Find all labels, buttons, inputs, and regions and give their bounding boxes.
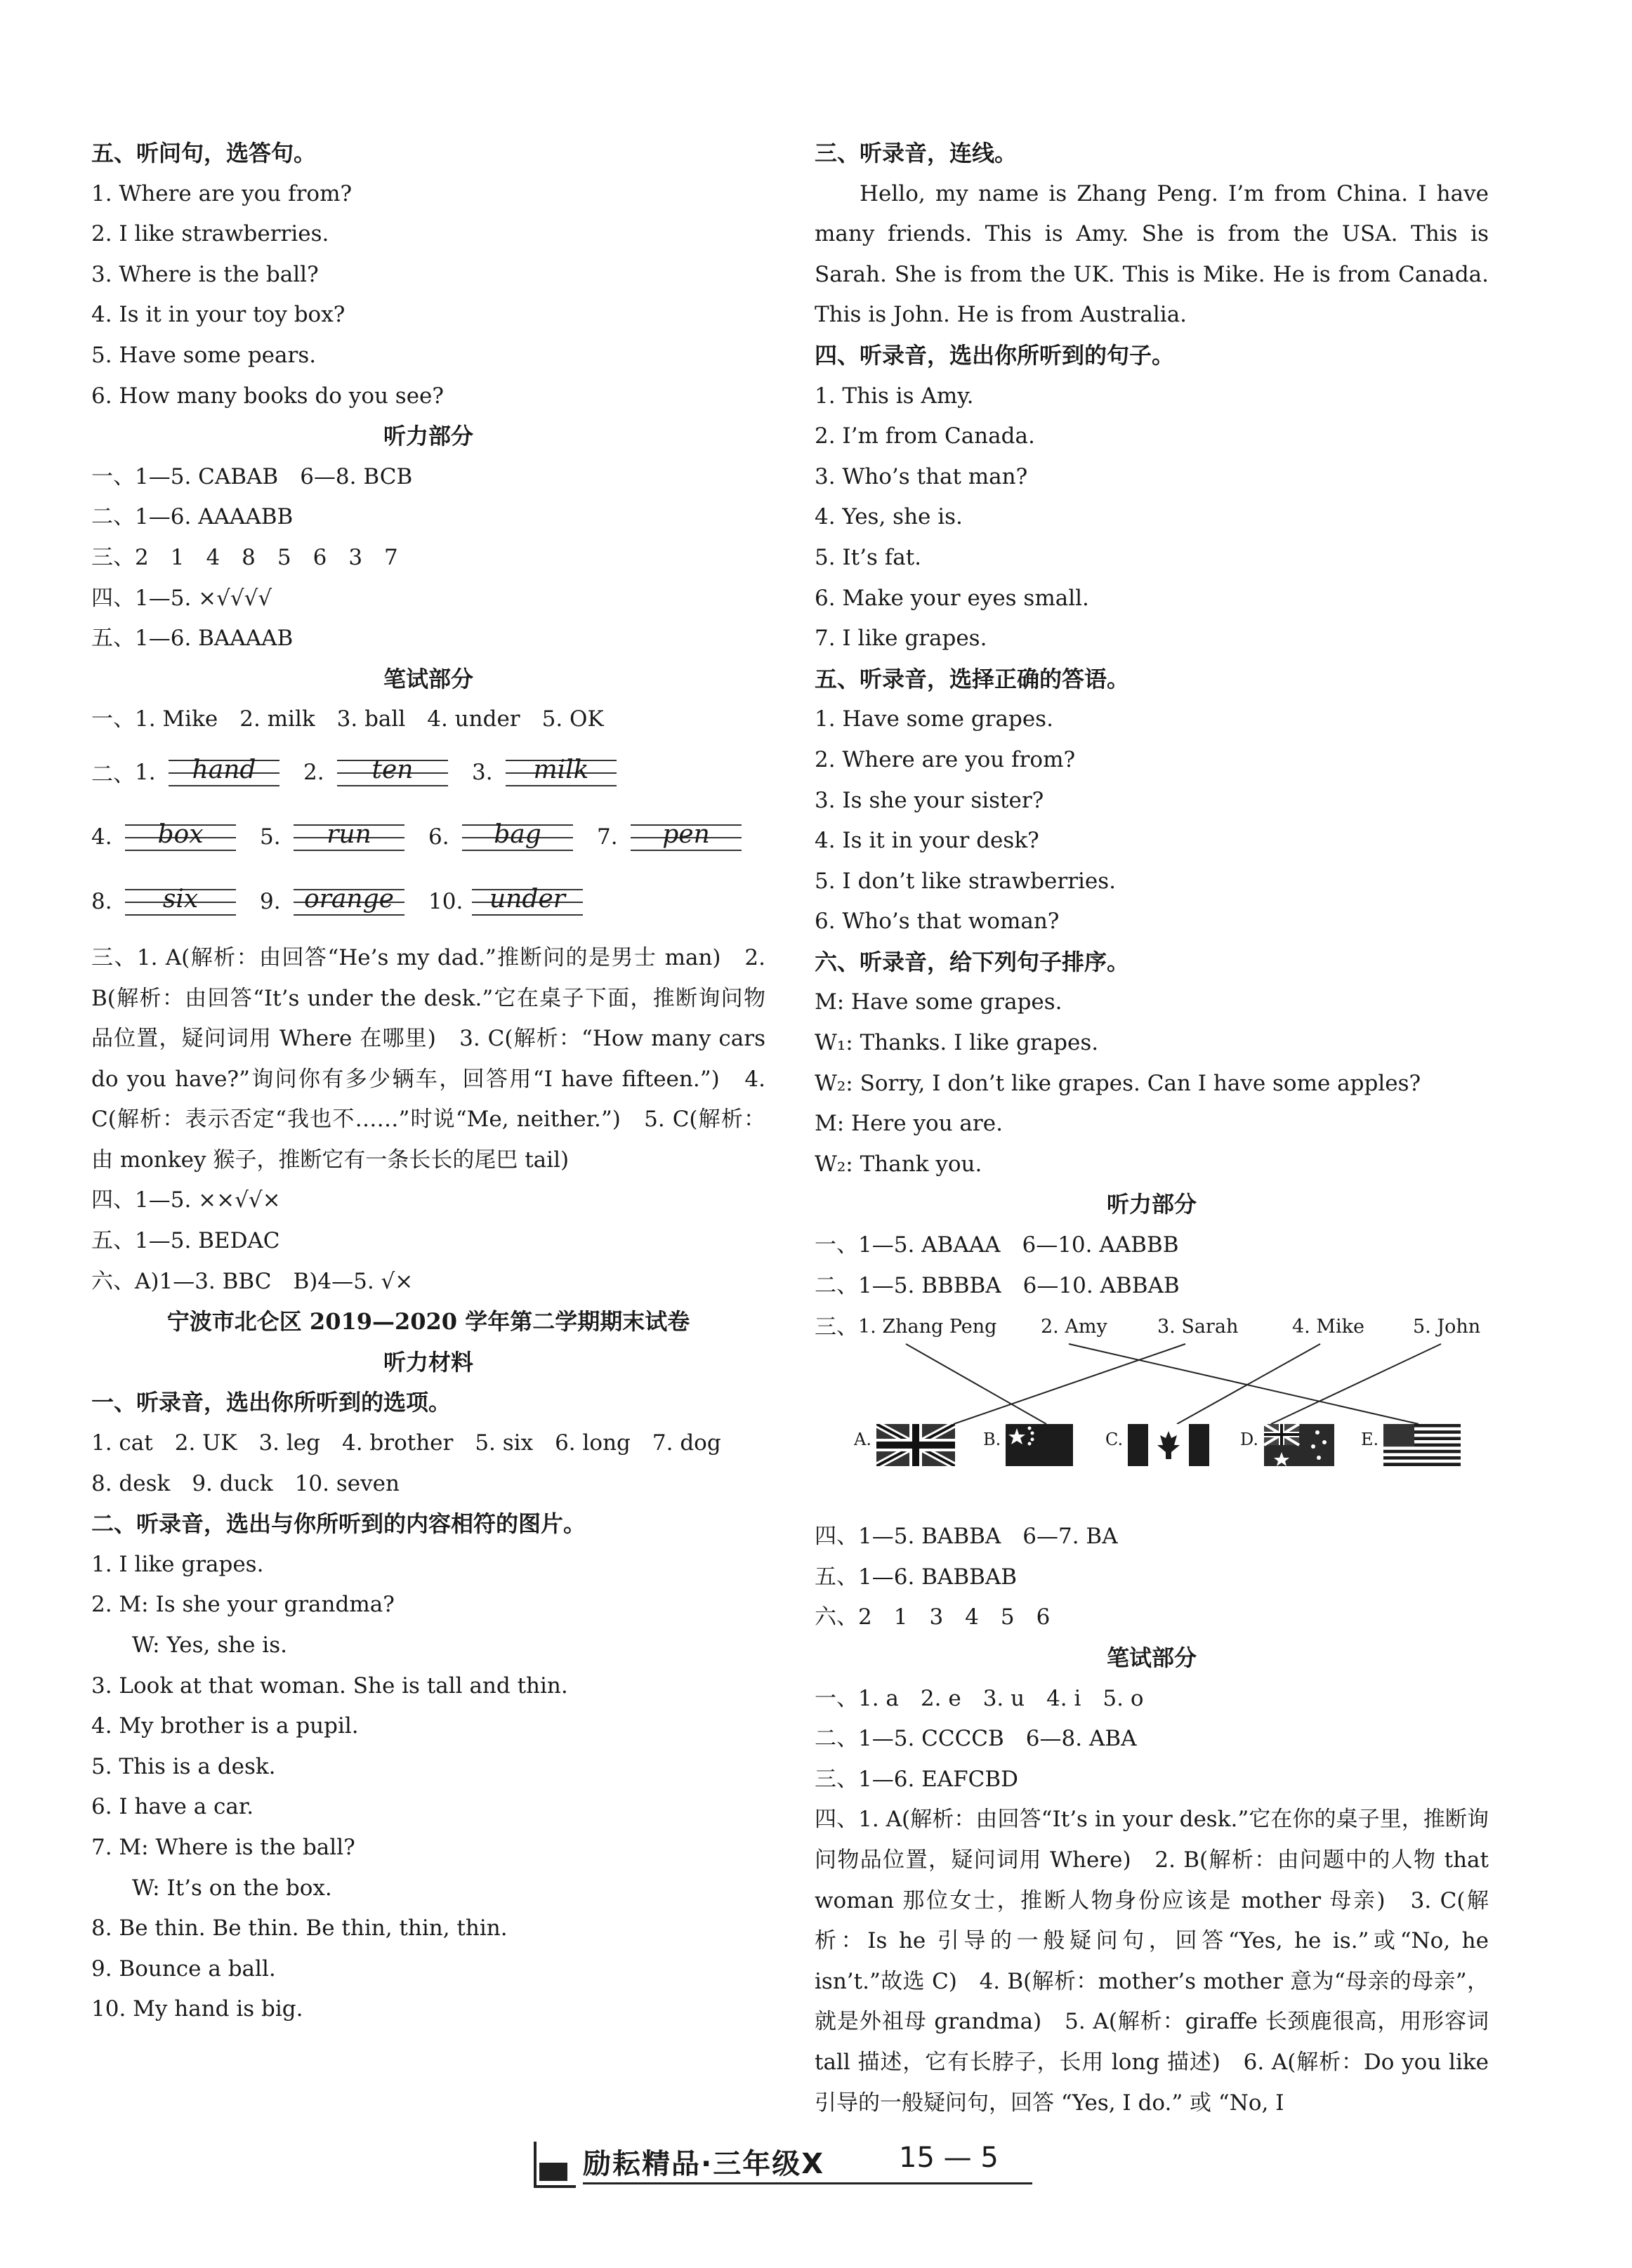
section-heading: 五、听问句，选答句。 — [91, 140, 317, 166]
list-item: 1. This is Amy. — [815, 383, 974, 409]
list-item: 2. I like strawberries. — [91, 221, 329, 247]
section-heading: 四、听录音，选出你所听到的句子。 — [815, 341, 1175, 369]
list-item: 5. This is a desk. — [91, 1753, 276, 1779]
handwriting-blank — [631, 815, 742, 859]
answer-line: 四、1—5. BABBA 6—7. BA — [815, 1524, 1118, 1550]
handwritten-word: pen — [662, 819, 710, 849]
answer-line: 六、2 1 3 4 5 6 — [815, 1604, 1051, 1630]
dialogue-line: W₁: Thanks. I like grapes. — [815, 1030, 1099, 1056]
handwritten-word: milk — [533, 755, 589, 784]
handwriting-blank — [169, 750, 279, 795]
section-title: 笔试部分 — [383, 665, 473, 692]
list-item: 6. I have a car. — [91, 1794, 254, 1820]
item-number: 9. — [260, 888, 281, 914]
item-number: 6. — [428, 824, 449, 850]
explanation-paragraph: 四、1. A(解析：由回答“It’s in your desk.”它在你的桌子里，推断询问物品位置，疑问词用 Where) 2. B(解析：由问题中的人物 that woman 那位女士，推断人物身份应该是 mother 母亲) 3. C(解析：Is he 引导的一般疑问句，回答“Yes, he is.”或“No, he isn’t.”故选 C) 4. B(解析：mother’s mother 意为“母亲的母亲”，就是外祖母 grandma) 5. A(解析：giraffe 长颈鹿很高，用形容词 tall 描述，它有长脖子，长用 long 描述) 6. A(解析：Do you like 引导的一般疑问句，回答 “Yes, I do.” 或 “No, I — [815, 1807, 1489, 2116]
answer-line: 五、1—5. BEDAC — [91, 1228, 280, 1254]
list-item: 5. I don’t like strawberries. — [815, 868, 1117, 894]
section-title: 听力部分 — [1106, 1191, 1197, 1218]
answer-line: 四、1—5. ××√√× — [91, 1187, 281, 1213]
match-line — [1177, 1344, 1320, 1424]
handwriting-blank — [294, 815, 404, 859]
page-footer — [534, 2137, 1081, 2194]
answer-line: 一、1—5. CABAB 6—8. BCB — [91, 463, 413, 489]
item-number: 10. — [428, 888, 463, 914]
match-line — [954, 1344, 1185, 1424]
answer-line: 二、1—5. CCCCB 6—8. ABA — [815, 1726, 1137, 1752]
list-item: 10. My hand is big. — [91, 1996, 303, 2022]
list-item: 9. Bounce a ball. — [91, 1956, 276, 1982]
section-heading: 三、听录音，连线。 — [815, 140, 1018, 166]
footer-rule — [583, 2182, 1032, 2184]
list-item: 1. Have some grapes. — [815, 706, 1053, 732]
usa-flag-icon — [1383, 1424, 1461, 1466]
section-heading: 一、听录音，选出你所听到的选项。 — [91, 1389, 452, 1416]
name-label: 3. Sarah — [1157, 1316, 1239, 1338]
list-item: 1. I like grapes. — [91, 1551, 264, 1577]
section-heading: 二、听录音，选出与你所听到的内容相符的图片。 — [91, 1510, 586, 1538]
list-item: 2. M: Is she your grandma? — [91, 1592, 395, 1618]
list-item: 3. Look at that woman. She is tall and thin. — [91, 1673, 568, 1699]
handwritten-word: orange — [304, 884, 394, 914]
handwriting-row — [91, 740, 765, 805]
list-item: 7. I like grapes. — [815, 626, 987, 652]
handwriting-row — [91, 805, 765, 869]
handwriting-blank — [125, 815, 236, 859]
answer-line: 二、1—5. BBBBA 6—10. ABBAB — [815, 1272, 1180, 1298]
flag-label: D. — [1240, 1430, 1259, 1450]
list-item: 7. M: Where is the ball? — [91, 1834, 355, 1860]
answer-line: 二、1—6. AAAABB — [91, 504, 294, 530]
list-item: 2. Where are you from? — [815, 746, 1076, 772]
answer-prefix: 二、 — [91, 762, 135, 788]
list-item: 1. Where are you from? — [91, 180, 353, 206]
list-item: 3. Where is the ball? — [91, 261, 319, 287]
list-item: W: It’s on the box. — [132, 1875, 332, 1901]
list-item: 5. It’s fat. — [815, 544, 922, 570]
book-title: 励耘精品·三年级X — [583, 2148, 825, 2180]
section-title: 听力部分 — [383, 423, 473, 450]
answer-prefix: 三、 — [815, 1314, 858, 1340]
list-item: 8. Be thin. Be thin. Be thin, thin, thin. — [91, 1916, 508, 1941]
connection-lines — [815, 1306, 1489, 1517]
handwriting-blank — [294, 879, 404, 924]
canada-flag-icon — [1128, 1424, 1209, 1466]
dialogue-line: M: Here you are. — [815, 1111, 1003, 1137]
dialogue-line: W₂: Sorry, I don’t like grapes. Can I have some apples? — [815, 1070, 1421, 1096]
name-label: 4. Mike — [1292, 1316, 1364, 1338]
flag-label: E. — [1361, 1430, 1379, 1450]
uk-flag-icon — [876, 1424, 955, 1466]
handwriting-blank — [462, 815, 573, 859]
passage: Hello, my name is Zhang Peng. I’m from China. I have many friends. This is Amy. She is from the USA. This is Sarah. She is from the UK. This is Mike. He is from Canada. This is John. He is from Australia. — [815, 180, 1489, 328]
section-title: 听力材料 — [383, 1348, 473, 1376]
answer-line: 五、1—6. BABBAB — [815, 1564, 1018, 1590]
section-heading: 五、听录音，选择正确的答语。 — [815, 665, 1130, 692]
list-item: 6. Make your eyes small. — [815, 585, 1089, 611]
list-item: 4. Yes, she is. — [815, 504, 963, 530]
item-number: 1. — [135, 759, 156, 785]
item-number: 5. — [260, 824, 281, 850]
item-number: 3. — [472, 759, 493, 785]
flag-label: A. — [854, 1430, 871, 1450]
item-number: 4. — [91, 824, 112, 850]
name-label: 1. Zhang Peng — [858, 1316, 997, 1338]
section-title: 笔试部分 — [1106, 1644, 1197, 1671]
match-line — [1069, 1344, 1419, 1424]
handwritten-word: box — [157, 819, 204, 849]
list-item: 4. My brother is a pupil. — [91, 1713, 359, 1739]
handwritten-word: hand — [192, 755, 256, 784]
handwriting-answers — [91, 740, 765, 934]
list-item: 1. cat 2. UK 3. leg 4. brother 5. six 6. long 7. dog — [91, 1430, 721, 1456]
list-item: 3. Is she your sister? — [815, 787, 1044, 813]
handwritten-word: six — [162, 884, 199, 914]
handwriting-blank — [472, 879, 583, 924]
item-number: 2. — [303, 759, 324, 785]
list-item: 6. Who’s that woman? — [815, 909, 1060, 935]
match-line — [1271, 1344, 1441, 1424]
handwritten-word: under — [489, 884, 565, 914]
list-item: 2. I’m from Canada. — [815, 423, 1035, 449]
china-flag-icon — [1006, 1424, 1073, 1466]
list-item: 5. Have some pears. — [91, 342, 317, 368]
flag-label: B. — [983, 1430, 1001, 1450]
list-item: 8. desk 9. duck 10. seven — [91, 1470, 400, 1496]
logo-block-icon — [539, 2163, 567, 2181]
item-number: 7. — [597, 824, 618, 850]
answer-line: 三、2 1 4 8 5 6 3 7 — [91, 544, 398, 570]
name-label: 5. John — [1413, 1316, 1481, 1338]
handwritten-word: ten — [371, 755, 414, 784]
handwriting-row — [91, 869, 765, 934]
section-heading: 六、听录音，给下列句子排序。 — [815, 948, 1130, 975]
explanation-paragraph: 三、1. A(解析：由回答“He’s my dad.”推断问的是男士 man) 2. B(解析：由回答“It’s under the desk.”它在桌子下面，推断询问物品位置，疑问词用 Where 在哪里) 3. C(解析：“How many cars do you have?”询问你有多少辆车，回答用“I have fifteen.”) 4. C(解析：表示否定“我也不……”时说“Me, neither.”) 5. C(解析：由 monkey 猴子，推断它有一条长长的尾巴 tail) — [91, 944, 765, 1173]
answer-line: 一、1. a 2. e 3. u 4. i 5. o — [815, 1685, 1144, 1711]
matching-diagram — [815, 1306, 1489, 1517]
exam-title: 宁波市北仑区 2019—2020 学年第二学期期末试卷 — [166, 1308, 690, 1336]
handwritten-word: run — [327, 819, 371, 849]
handwriting-blank — [337, 750, 448, 795]
dialogue-line: W₂: Thank you. — [815, 1151, 982, 1177]
flag-label: C. — [1105, 1430, 1124, 1450]
australia-flag-icon — [1264, 1424, 1334, 1466]
list-item: 6. How many books do you see? — [91, 383, 445, 409]
dialogue-line: M: Have some grapes. — [815, 989, 1062, 1015]
page-number: 15 — 5 — [899, 2142, 999, 2174]
name-label: 2. Amy — [1041, 1316, 1107, 1338]
answer-line: 一、1. Mike 2. milk 3. ball 4. under 5. OK — [91, 706, 604, 732]
answer-line: 三、1—6. EAFCBD — [815, 1766, 1019, 1792]
list-item: 4. Is it in your toy box? — [91, 302, 346, 328]
handwritten-word: bag — [494, 819, 541, 849]
handwriting-blank — [506, 750, 617, 795]
list-item: 4. Is it in your desk? — [815, 828, 1039, 854]
answer-line: 四、1—5. ×√√√√ — [91, 585, 272, 611]
item-number: 8. — [91, 888, 112, 914]
left-column — [91, 133, 765, 2030]
answer-line: 一、1—5. ABAAA 6—10. AABBB — [815, 1232, 1179, 1258]
list-item: 3. Who’s that man? — [815, 463, 1028, 489]
list-item: W: Yes, she is. — [132, 1633, 287, 1658]
answer-line: 六、A)1—3. BBC B)4—5. √× — [91, 1268, 414, 1294]
answer-line: 五、1—6. BAAAAB — [91, 626, 294, 652]
match-line — [906, 1344, 1046, 1424]
handwriting-blank — [125, 879, 236, 924]
right-column — [815, 133, 1489, 2123]
